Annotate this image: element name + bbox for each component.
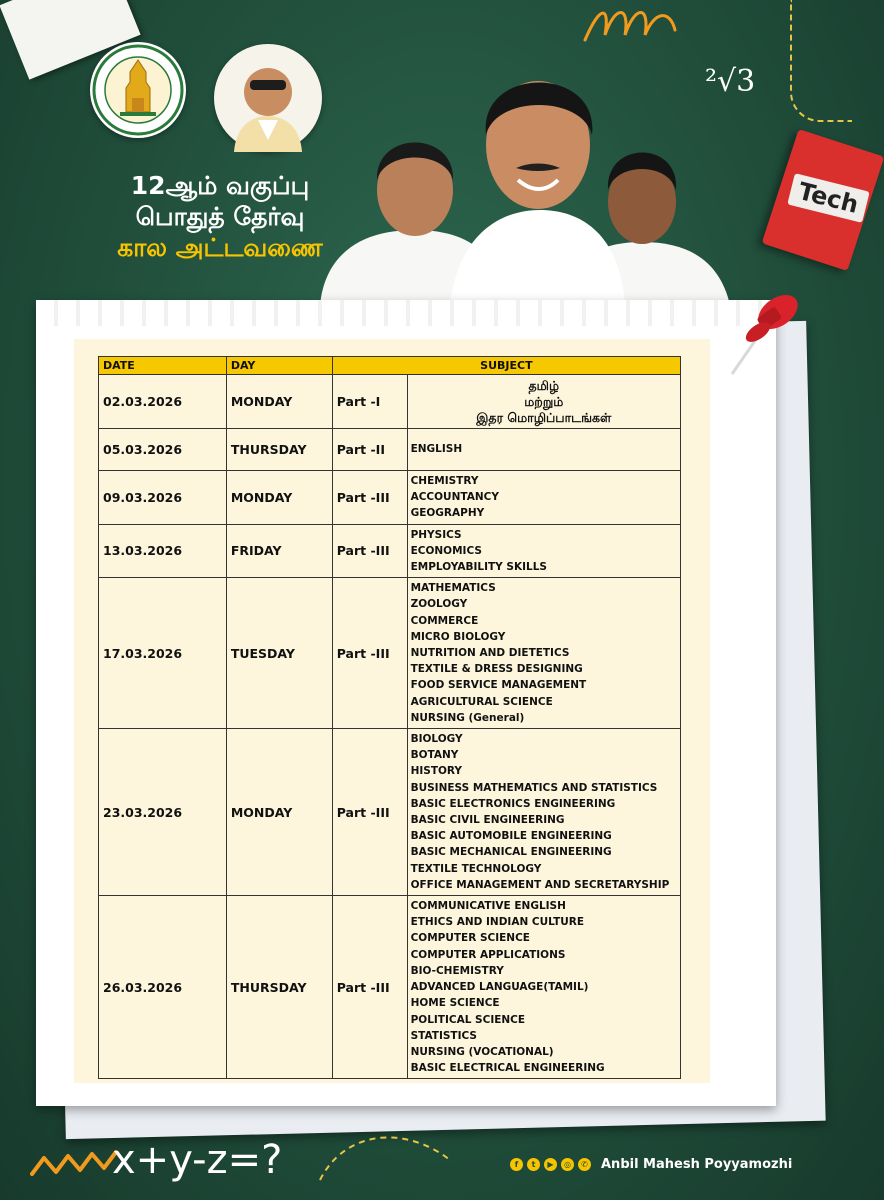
subject-item: COMMERCE <box>410 614 479 627</box>
math-doodle: ²√3 <box>705 64 756 99</box>
exam-subjects <box>407 375 680 429</box>
tamil-nadu-emblem <box>90 42 186 138</box>
exam-part: Part -III <box>332 578 407 729</box>
subject-item: மற்றும் <box>524 393 564 409</box>
subject-item: ENGLISH <box>410 443 463 456</box>
subject-item: BIOLOGY <box>410 733 463 746</box>
subject-item: BUSINESS MATHEMATICS AND STATISTICS <box>410 781 658 794</box>
table-row <box>99 578 681 729</box>
subject-item: BASIC AUTOMOBILE ENGINEERING <box>410 830 612 843</box>
subject-item: OFFICE MANAGEMENT AND SECRETARYSHIP <box>410 878 670 891</box>
exam-subjects <box>407 578 680 729</box>
social-handle: Anbil Mahesh Poyyamozhi <box>601 1157 793 1172</box>
whatsapp-icon[interactable]: ✆ <box>578 1158 591 1171</box>
twitter-icon[interactable]: t <box>527 1158 540 1171</box>
exam-day: MONDAY <box>226 375 332 429</box>
subject-item: PHYSICS <box>410 528 462 541</box>
exam-date: 05.03.2026 <box>99 429 227 471</box>
subject-item: POLITICAL SCIENCE <box>410 1013 526 1026</box>
header-subject: SUBJECT <box>332 357 680 375</box>
exam-subjects <box>407 896 680 1079</box>
subject-item: NURSING (General) <box>410 711 525 724</box>
subject-item: ETHICS AND INDIAN CULTURE <box>410 916 585 929</box>
subject-item: FOOD SERVICE MANAGEMENT <box>410 679 587 692</box>
subject-item: NUTRITION AND DIETETICS <box>410 647 570 660</box>
book-label: Tech <box>787 173 869 223</box>
math-equation: x+y-z=? <box>112 1137 283 1183</box>
facebook-icon[interactable]: f <box>510 1158 523 1171</box>
subject-item: MICRO BIOLOGY <box>410 630 506 643</box>
subject-item: COMPUTER SCIENCE <box>410 932 530 945</box>
subject-item: NURSING (VOCATIONAL) <box>410 1045 554 1058</box>
subject-item: MATHEMATICS <box>410 582 496 595</box>
exam-day: TUESDAY <box>226 578 332 729</box>
exam-part: Part -III <box>332 471 407 525</box>
exam-date: 13.03.2026 <box>99 524 227 578</box>
header-day: DAY <box>226 357 332 375</box>
youtube-icon[interactable]: ▶ <box>544 1158 557 1171</box>
table-row <box>99 471 681 525</box>
table-row <box>99 524 681 578</box>
exam-day: THURSDAY <box>226 896 332 1079</box>
title-line-class: 12ஆம் வகுப்பு <box>130 171 310 200</box>
subject-item: TEXTILE & DRESS DESIGNING <box>410 663 583 676</box>
exam-day: MONDAY <box>226 471 332 525</box>
exam-day: MONDAY <box>226 729 332 896</box>
subject-item: ECONOMICS <box>410 544 482 557</box>
exam-date: 09.03.2026 <box>99 471 227 525</box>
table-row <box>99 375 681 429</box>
exam-day: THURSDAY <box>226 429 332 471</box>
subject-item: AGRICULTURAL SCIENCE <box>410 695 553 708</box>
dashed-curve-doodle <box>315 1120 455 1190</box>
subject-item: HISTORY <box>410 765 463 778</box>
exam-timetable <box>98 356 681 1079</box>
subject-item: BASIC CIVIL ENGINEERING <box>410 814 565 827</box>
subject-item: GEOGRAPHY <box>410 507 485 520</box>
subject-item: CHEMISTRY <box>410 475 479 487</box>
exam-part: Part -III <box>332 729 407 896</box>
table-row <box>99 429 681 471</box>
table-header-row <box>99 357 681 375</box>
exam-part: Part -III <box>332 896 407 1079</box>
header-date: DATE <box>99 357 227 375</box>
emblem-icon <box>90 42 186 138</box>
exam-subjects <box>407 429 680 471</box>
leaders-group-photo <box>320 30 740 305</box>
table-row <box>99 896 681 1079</box>
page-title <box>95 170 345 263</box>
title-line-exam: பொதுத் தேர்வு <box>135 202 305 231</box>
leader-portrait <box>214 44 322 152</box>
subject-item: BASIC ELECTRONICS ENGINEERING <box>410 797 616 810</box>
instagram-icon[interactable]: ◎ <box>561 1158 574 1171</box>
subject-item: ZOOLOGY <box>410 598 468 611</box>
subject-item: தமிழ் <box>528 377 560 393</box>
exam-part: Part -III <box>332 524 407 578</box>
subject-item: BOTANY <box>410 749 459 762</box>
title-line-timetable: கால அட்டவணை <box>117 233 323 262</box>
subject-item: BASIC MECHANICAL ENGINEERING <box>410 846 612 859</box>
social-footer <box>510 1157 792 1172</box>
dashed-doodle <box>790 0 852 122</box>
subject-item: ADVANCED LANGUAGE(TAMIL) <box>410 981 589 994</box>
exam-subjects <box>407 524 680 578</box>
exam-date: 02.03.2026 <box>99 375 227 429</box>
subject-item: BIO-CHEMISTRY <box>410 964 504 977</box>
push-pin-icon <box>728 282 808 377</box>
subject-item: TEXTILE TECHNOLOGY <box>410 862 542 875</box>
subject-item: COMMUNICATIVE ENGLISH <box>410 900 566 913</box>
subject-item: STATISTICS <box>410 1029 477 1042</box>
exam-subjects <box>407 729 680 896</box>
subject-item: EMPLOYABILITY SKILLS <box>410 561 547 574</box>
zigzag-doodle <box>30 1148 120 1178</box>
exam-day: FRIDAY <box>226 524 332 578</box>
subject-item: ACCOUNTANCY <box>410 491 499 504</box>
exam-date: 23.03.2026 <box>99 729 227 896</box>
subject-item: இதர மொழிப்பாடங்கள் <box>476 409 612 425</box>
table-row <box>99 729 681 896</box>
subject-item: COMPUTER APPLICATIONS <box>410 948 566 961</box>
exam-date: 17.03.2026 <box>99 578 227 729</box>
exam-subjects <box>407 471 680 525</box>
subject-item: HOME SCIENCE <box>410 997 500 1010</box>
exam-part: Part -I <box>332 375 407 429</box>
exam-part: Part -II <box>332 429 407 471</box>
subject-item: BASIC ELECTRICAL ENGINEERING <box>410 1062 605 1075</box>
timetable-panel <box>74 339 710 1083</box>
exam-date: 26.03.2026 <box>99 896 227 1079</box>
